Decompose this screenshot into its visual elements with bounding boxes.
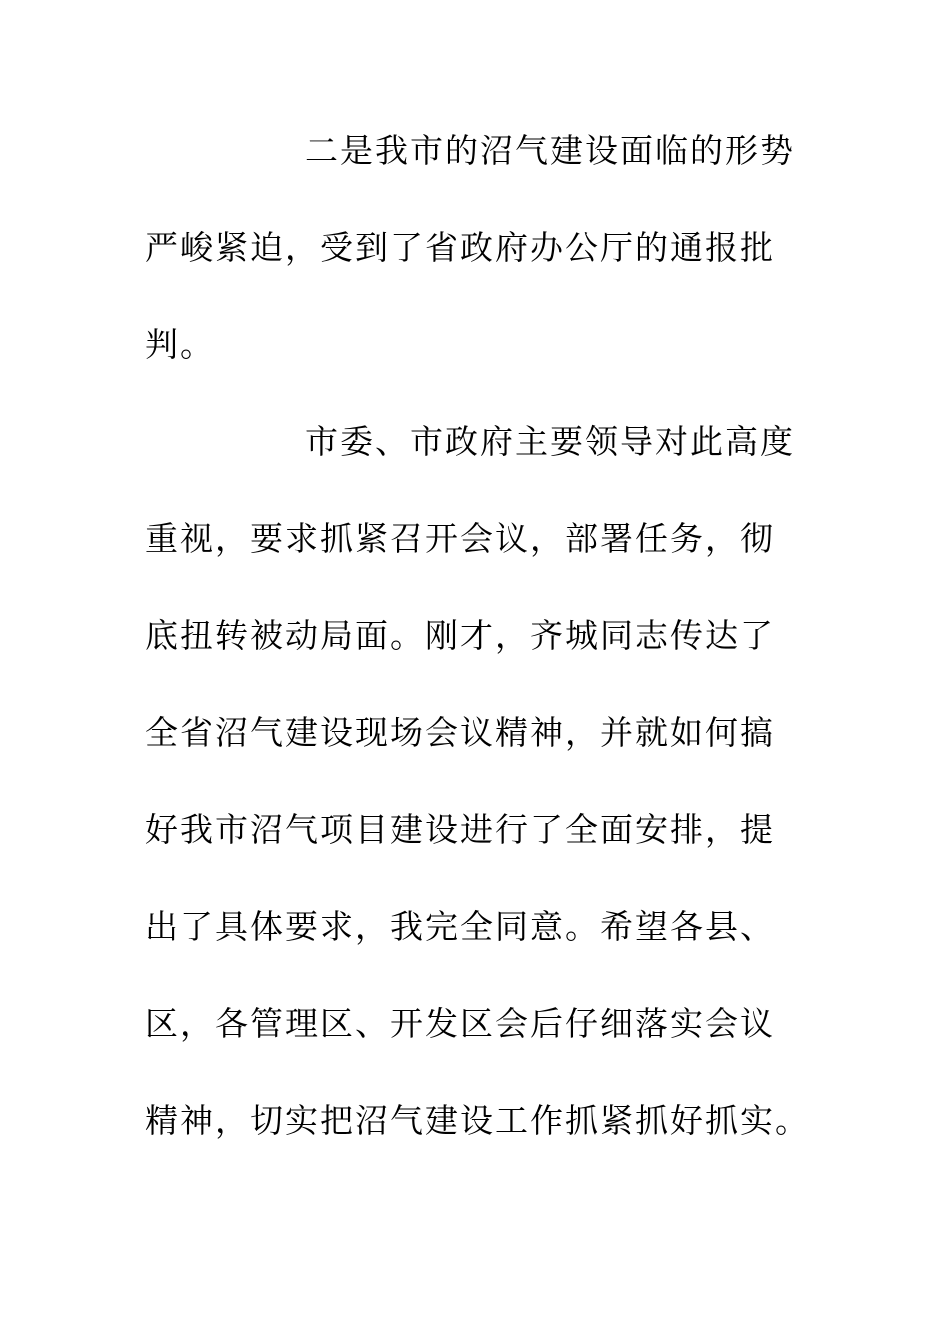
paragraph-2-line-7: 区，各管理区、开发区会后仔细落实会议 (145, 1004, 775, 1043)
paragraph-2-line-5: 好我市沼气项目建设进行了全面安排，提 (145, 810, 775, 849)
paragraph-2-line-2: 重视，要求抓紧召开会议，部署任务，彻 (145, 519, 775, 558)
paragraph-2-line-4: 全省沼气建设现场会议精神，并就如何搞 (145, 713, 775, 752)
paragraph-2-line-3: 底扭转被动局面。刚才，齐城同志传达了 (145, 616, 775, 655)
paragraph-2-line-1: 市委、市政府主要领导对此高度 (305, 422, 795, 461)
body-text (145, 118, 810, 1185)
paragraph-1-line-2: 严峻紧迫，受到了省政府办公厅的通报批 (145, 228, 775, 267)
paragraph-2-line-6: 出了具体要求，我完全同意。希望各县、 (145, 907, 775, 946)
paragraph-1-line-3: 判。 (145, 325, 215, 364)
paragraph-1-line-1: 二是我市的沼气建设面临的形势 (305, 131, 795, 170)
paragraph-2-line-8: 精神，切实把沼气建设工作抓紧抓好抓实。 (145, 1101, 810, 1140)
